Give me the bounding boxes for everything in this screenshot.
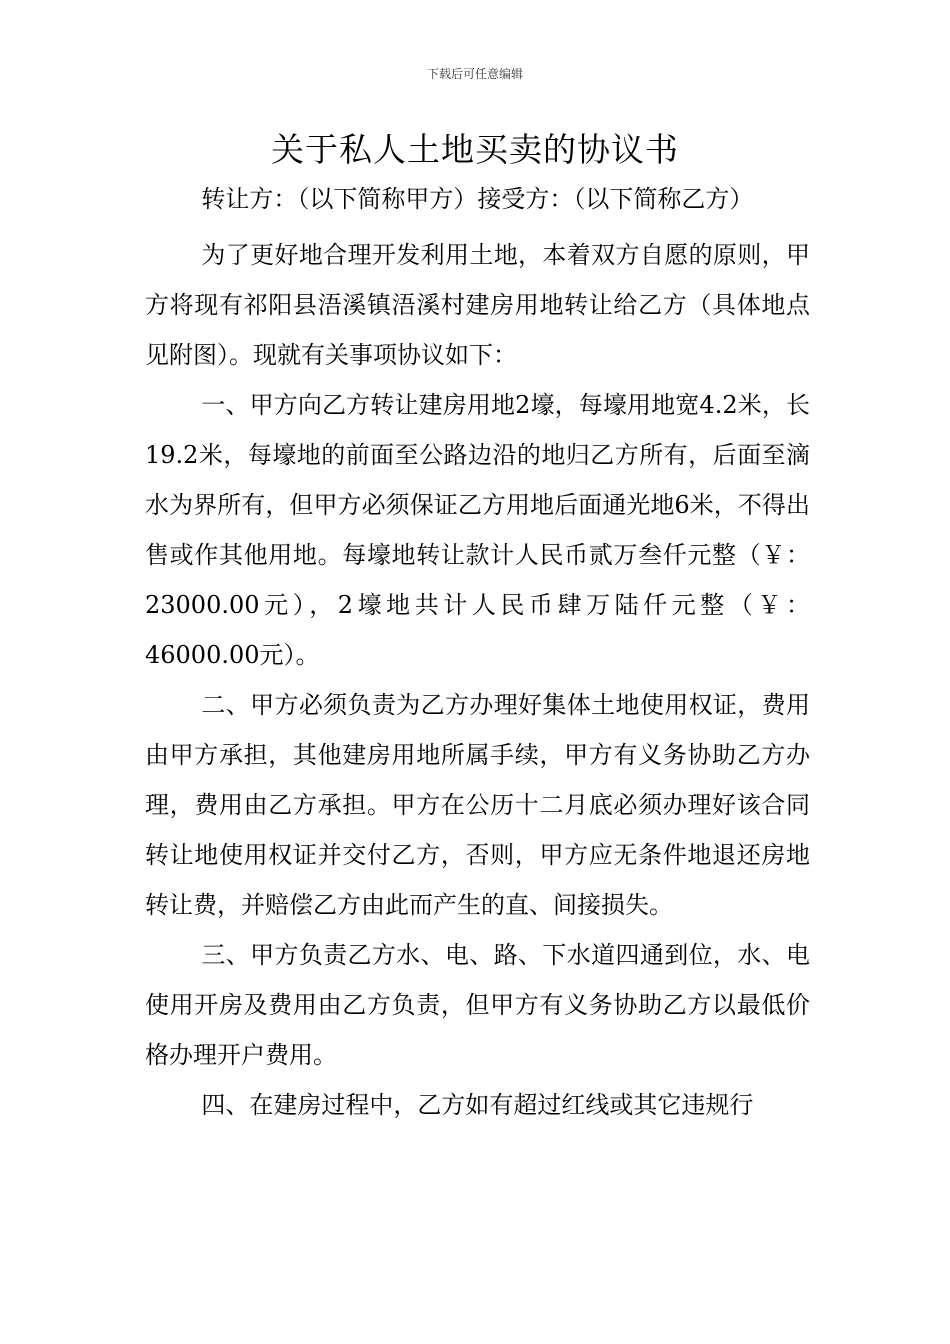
clause-2-paragraph: 二、甲方必须负责为乙方办理好集体土地使用权证，费用由甲方承担，其他建房用地所属手续，甲方有义务协助乙方办理，费用由乙方承担。甲方在公历十二月底必须办理好该合同转让地使用权证并交付乙方，否则，甲方应无条件地退还房地转让费，并赔偿乙方由此而产生的直、间接损失。 (145, 691, 810, 919)
clause-4-paragraph: 四、在建房过程中，乙方如有超过红线或其它违规行 (201, 1091, 754, 1119)
document-body (145, 174, 810, 1130)
document-title: 关于私人土地买卖的协议书 (271, 130, 679, 169)
header-note: 下载后可任意编辑 (426, 67, 523, 81)
clause-3-paragraph: 三、甲方负责乙方水、电、路、下水道四通到位，水、电使用开房及费用由乙方负责，但甲方有义务协助乙方以最低价格办理开户费用。 (145, 941, 810, 1069)
parties-paragraph: 转让方：（以下简称甲方）接受方：（以下简称乙方） (201, 185, 754, 213)
preamble-paragraph: 为了更好地合理开发利用土地，本着双方自愿的原则，甲方将现有祁阳县浯溪镇浯溪村建房用地转让给乙方（具体地点见附图）。现就有关事项协议如下： (145, 241, 810, 369)
clause-1-paragraph: 一、甲方向乙方转让建房用地2壕，每壕用地宽4.2米，长19.2米，每壕地的前面至公路边沿的地归乙方所有，后面至滴水为界所有，但甲方必须保证乙方用地后面通光地6米，不得出售或作其他用地。每壕地转让款计人民币贰万叁仟元整（￥：23000.00元），2壕地共计人民币肆万陆仟元整（￥：46000.00元）。 (145, 391, 810, 669)
